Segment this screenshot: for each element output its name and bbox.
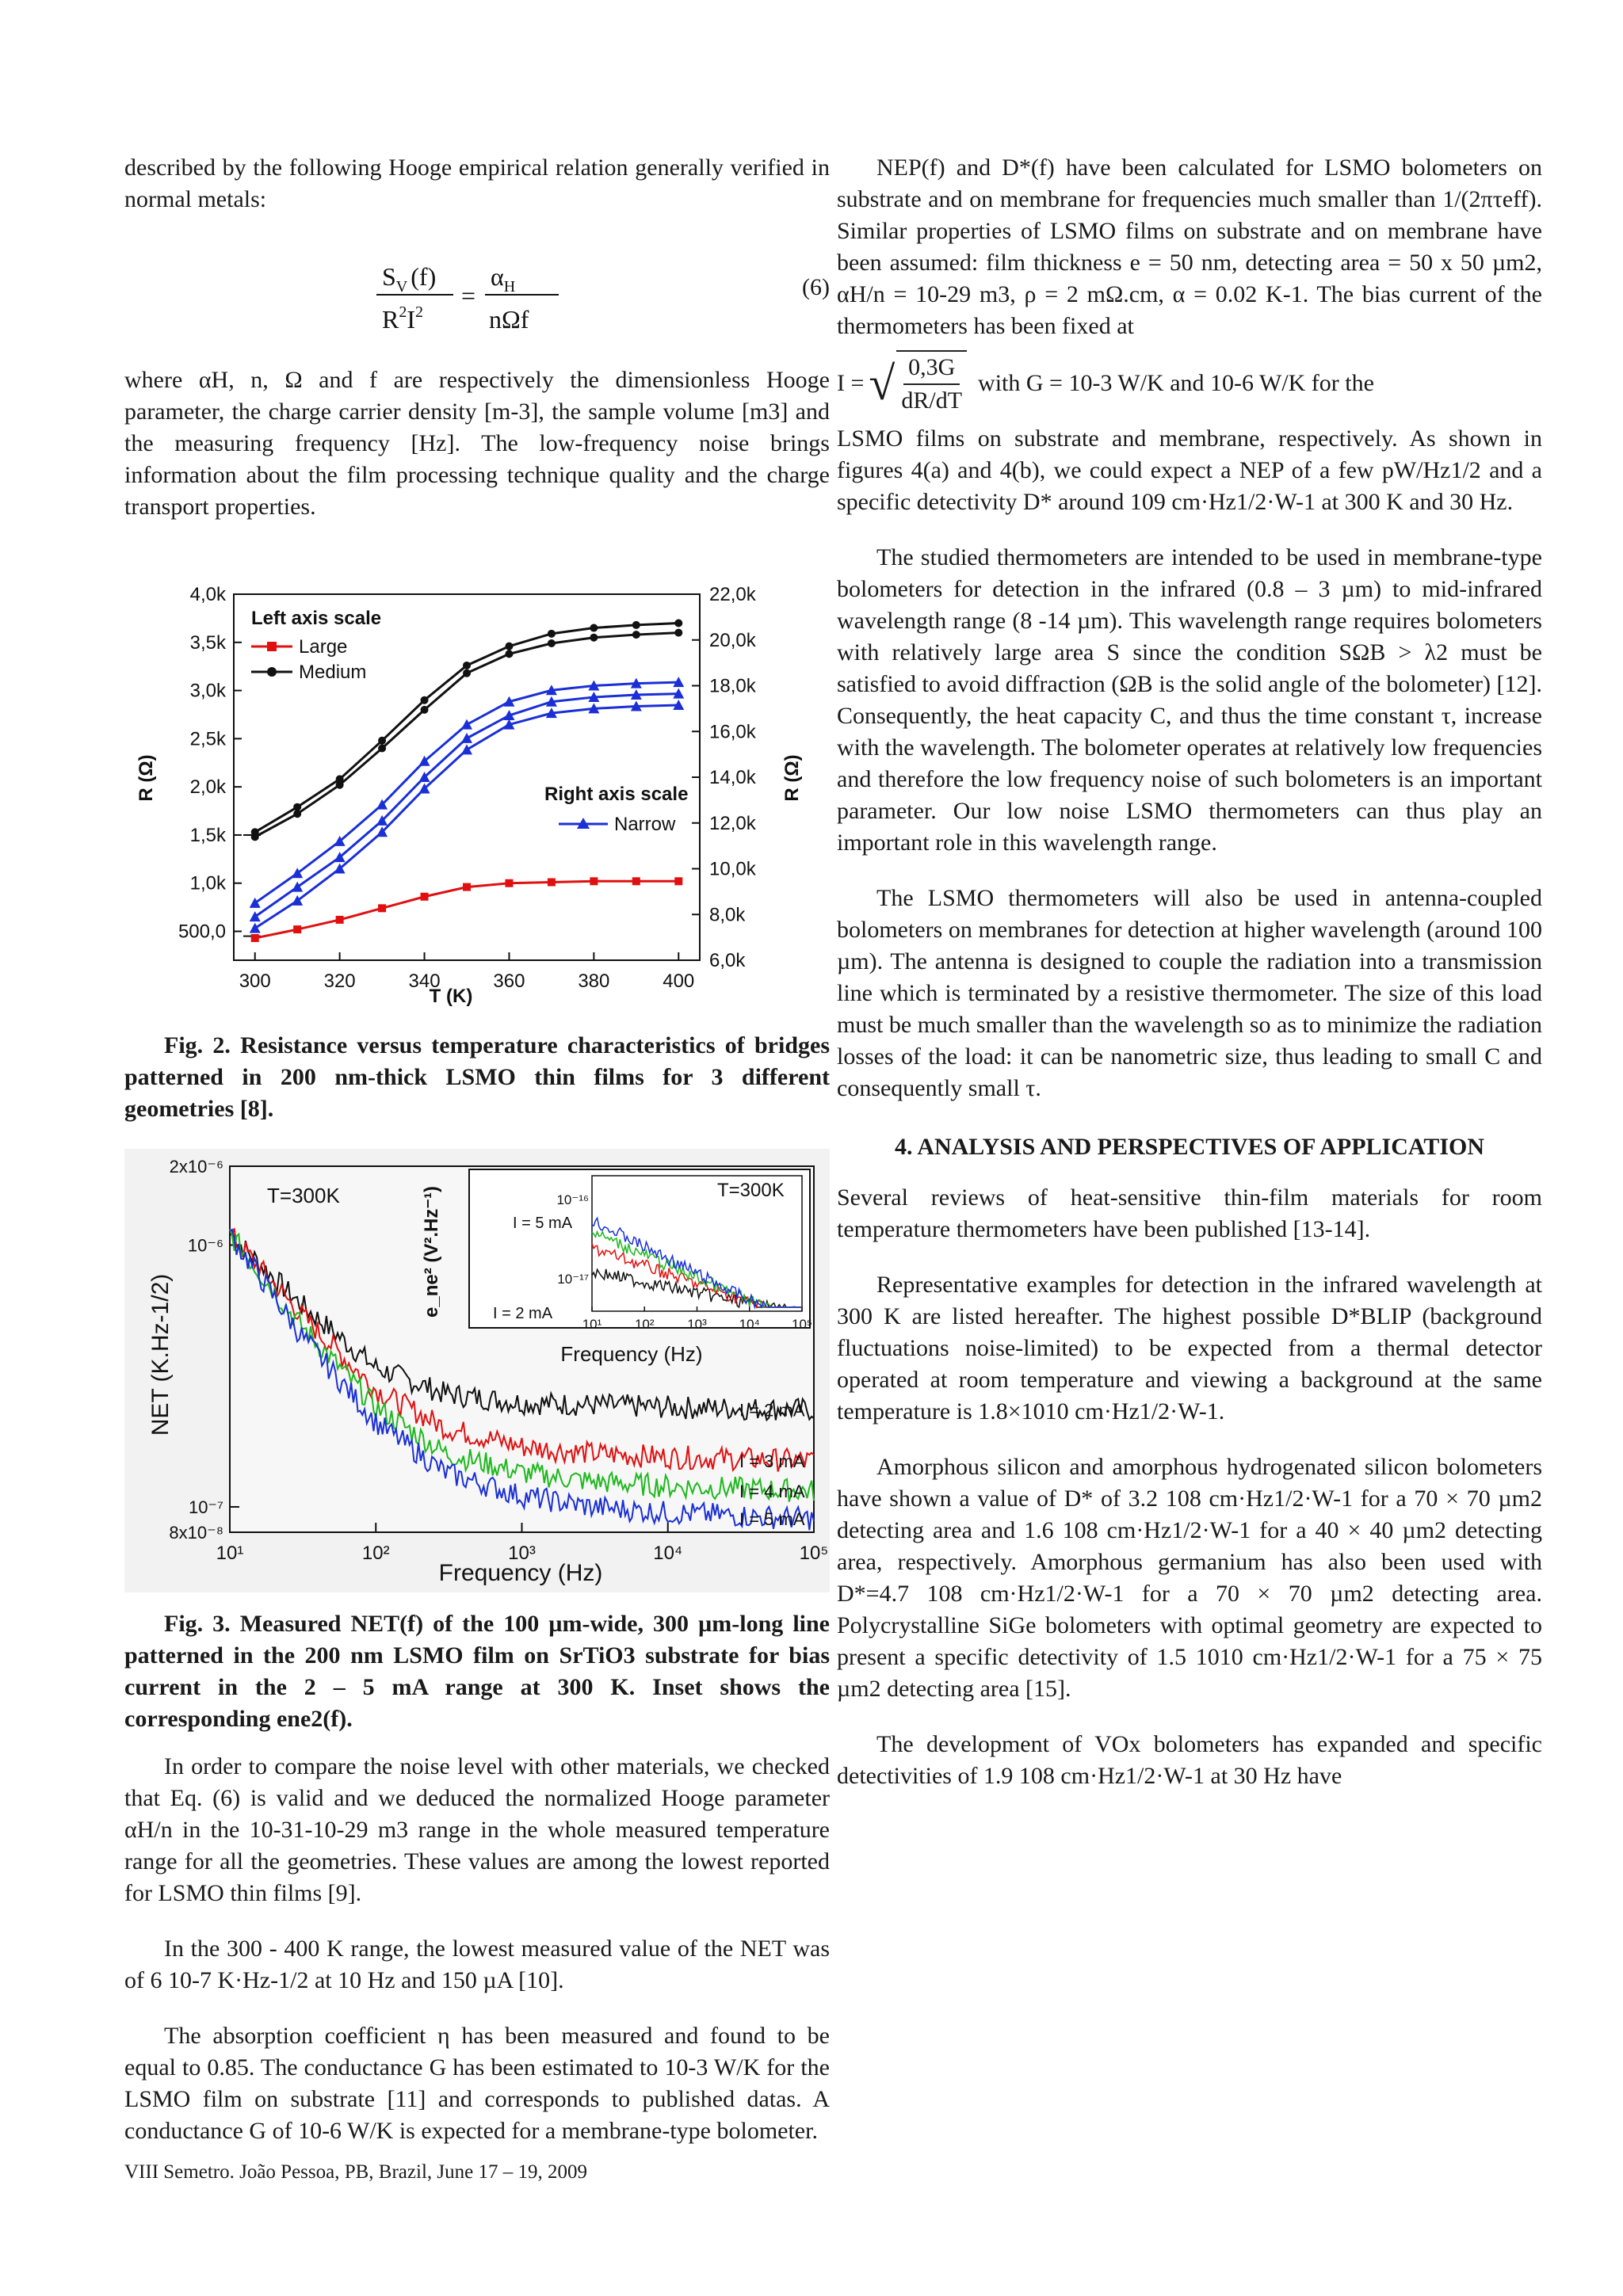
fig2-y-tick-label-left: 1,5k bbox=[189, 824, 226, 846]
fig2-legend-narrow bbox=[559, 814, 676, 835]
figure-3-caption: Fig. 3. Measured NET(f) of the 100 µm-wide, 300 µm-long line patterned in the 200 nm LSMO film on SrTiO3 substrate for bias current in the 2 – 5 mA range at 300 K. Inset shows the corresponding ene2(f). bbox=[124, 1611, 830, 1732]
fig2-point-medium bbox=[505, 643, 513, 650]
reviews-paragraph: Several reviews of heat-sensitive thin-film materials for room temperature thermometers have been published [13-14]. bbox=[837, 1184, 1542, 1242]
fig2-legend-right-title: Right axis scale bbox=[544, 784, 689, 805]
sqrt-icon: √ bbox=[869, 357, 896, 410]
fig2-point-large bbox=[590, 877, 598, 885]
fig2-legend-medium bbox=[251, 662, 366, 683]
fig3-inset-x-tick-label: 10³ bbox=[687, 1317, 707, 1332]
fig3-inset-annotation-2ma: I = 2 mA bbox=[493, 1305, 553, 1322]
fig2-point-medium bbox=[632, 621, 640, 629]
fig3-x-tick-label: 10¹ bbox=[216, 1543, 244, 1564]
fig2-y-tick-label-left: 3,0k bbox=[189, 680, 226, 702]
fig2-point-medium bbox=[548, 630, 556, 638]
fig2-y-tick-label-right: 10,0k bbox=[709, 858, 756, 880]
vox-paragraph: The development of VOx bolometers has expanded and specific detectivities of 1.9 108 cm·Hz1/2·W-1 at 30 Hz have bbox=[837, 1731, 1542, 1789]
fig3-series-label: I = 4 mA bbox=[739, 1481, 805, 1501]
bias-formula bbox=[837, 350, 1542, 417]
fig2-point-medium bbox=[293, 803, 301, 811]
fig3-inset-title: T=300K bbox=[717, 1180, 785, 1201]
fig3-inset-x-label: Frequency (Hz) bbox=[560, 1342, 703, 1366]
fig2-x-label: T (K) bbox=[429, 986, 473, 1007]
fig3-inset-x-tick-label: 10⁴ bbox=[739, 1317, 760, 1332]
eq-num-right: $\alpha_H$ bbox=[491, 262, 516, 296]
fig2-point-large bbox=[421, 893, 429, 901]
equation-6 bbox=[124, 239, 830, 350]
fig2-point-narrow bbox=[461, 733, 472, 743]
hooge-equation bbox=[124, 239, 830, 350]
fig2-point-medium bbox=[548, 639, 556, 647]
fig2-y-tick-label-left: 3,5k bbox=[189, 631, 226, 654]
fig2-y-tick-label-right: 14,0k bbox=[709, 767, 756, 788]
fig2-y-tick-label-right: 8,0k bbox=[709, 904, 746, 926]
equation-number: (6) bbox=[802, 274, 830, 300]
fig2-point-medium bbox=[505, 650, 513, 658]
fig2-point-large bbox=[463, 883, 471, 891]
fig3-x-tick-label: 10³ bbox=[508, 1543, 536, 1564]
fig2-point-large bbox=[378, 904, 386, 912]
svg-text:Narrow: Narrow bbox=[614, 814, 676, 835]
nep-paragraph-a: NEP(f) and D*(f) have been calculated for LSMO bolometers on substrate and on membrane for frequencies much smaller than 1/(2πτeff). Similar properties of LSMO films on substrate and on membrane have been assumed: film thickness e = 50 nm, detecting area = 50 x 50 µm2, αH/n = 10-29 m3, ρ = 2 mΩ.cm, α = 0.02 K-1. The bias current of the thermometers has been fixed at bbox=[837, 154, 1542, 339]
fig2-y-tick-label-right: 18,0k bbox=[709, 675, 756, 697]
fig2-point-medium bbox=[378, 745, 386, 753]
svg-text:Medium: Medium bbox=[299, 662, 367, 683]
fig3-x-tick-label: 10² bbox=[361, 1543, 390, 1564]
fig3-x-tick-label: 10⁴ bbox=[653, 1543, 683, 1564]
fig2-y-tick-label-left: 2,5k bbox=[189, 728, 226, 750]
fig3-y-tick-label: 2x10⁻⁶ bbox=[169, 1157, 223, 1177]
fig2-point-narrow bbox=[461, 719, 472, 730]
fig2-x-tick-label: 300 bbox=[239, 971, 271, 992]
fig3-y-label: NET (K.Hz-1/2) bbox=[147, 1273, 174, 1436]
fig2-point-large bbox=[674, 877, 682, 885]
fig2-y-tick-label-left: 4,0k bbox=[189, 584, 226, 605]
fig2-y-label-right: R (Ω) bbox=[781, 754, 803, 802]
page-footer: VIII Semetro. João Pessoa, PB, Brazil, June 17 – 19, 2009 bbox=[124, 2161, 587, 2183]
fig3-inset-x-tick-label: 10⁵ bbox=[792, 1317, 812, 1332]
fig2-point-medium bbox=[421, 696, 429, 704]
bias-formula-rest: with G = 10-3 W/K and 10-6 W/K for the bbox=[978, 370, 1374, 396]
fig2-y-tick-label-left: 2,0k bbox=[189, 776, 226, 799]
fig2-point-large bbox=[293, 925, 301, 933]
svg-text:Large: Large bbox=[299, 636, 348, 658]
right-column bbox=[837, 152, 1542, 1816]
fig2-y-tick-label-right: 22,0k bbox=[709, 584, 756, 605]
fig2-point-narrow bbox=[250, 923, 261, 933]
nep-paragraph-b: LSMO films on substrate and membrane, respectively. As shown in figures 4(a) and 4(b), we could expect a NEP of a few pW/Hz1/2 and a specific detectivity D* around 109 cm·Hz1/2·W-1 at 300 K and 30 Hz. bbox=[837, 425, 1542, 515]
eq-num-left: $S_V$ (f) bbox=[382, 262, 437, 296]
fig3-series-label: I = 3 mA bbox=[739, 1451, 805, 1471]
studied-paragraph: The studied thermometers are intended to be used in membrane-type bolometers for detection in the infrared (0.8 – 3 µm) to mid-infrared wavelength range (8 -14 µm). This wavelength range requires bolometers with relatively large area S since the condition SΩB > λ2 must be satisfied to avoid diffraction (ΩB is the solid angle of the bolometer) [12]. Consequently, the heat capacity C, and thus the time constant τ, increase with the wavelength. The bolometer operates at relatively low frequencies and therefore the low frequency noise of such bolometers is an important parameter. Our low noise LSMO thermometers can thus play an important role in this wavelength range. bbox=[837, 544, 1542, 856]
section-heading: 4. ANALYSIS AND PERSPECTIVES OF APPLICATION bbox=[894, 1134, 1485, 1160]
intro-paragraph: described by the following Hooge empirical relation generally verified in normal metals: bbox=[124, 154, 830, 212]
absorption-paragraph: The absorption coefficient η has been measured and found to be equal to 0.85. The conductance G has been estimated to 10-3 W/K for the LSMO film on substrate [11] and corresponds to published datas. A conductance G of 10-6 W/K is expected for a membrane-type bolometer. bbox=[124, 2023, 830, 2144]
figure-3-chart bbox=[124, 1149, 830, 1592]
fig3-inset-y-tick-label: 10⁻¹⁷ bbox=[557, 1272, 589, 1287]
fig2-x-tick-label: 400 bbox=[663, 971, 695, 992]
fig2-point-large bbox=[632, 877, 640, 885]
fig2-point-large bbox=[548, 879, 556, 887]
eq-den-left: $R^2I^2$ bbox=[382, 303, 423, 334]
fig2-y-tick-label-right: 12,0k bbox=[709, 812, 756, 834]
fig2-point-medium bbox=[336, 775, 344, 783]
fig2-point-medium bbox=[632, 631, 640, 639]
fig3-y-tick-label: 8x10⁻⁸ bbox=[169, 1523, 223, 1543]
figure-2-caption: Fig. 2. Resistance versus temperature characteristics of bridges patterned in 200 nm-thick LSMO thin films for 3 different geometries [8]. bbox=[124, 1032, 830, 1122]
fig2-point-medium bbox=[590, 634, 598, 642]
fig2-point-large bbox=[505, 879, 513, 887]
fig2-point-medium bbox=[421, 706, 429, 714]
fig2-point-medium bbox=[674, 619, 682, 627]
fig2-x-tick-label: 380 bbox=[578, 971, 610, 992]
fig2-point-medium bbox=[251, 828, 259, 836]
fig2-point-medium bbox=[378, 737, 386, 745]
compare-paragraph: In order to compare the noise level with other materials, we checked that Eq. (6) is valid and we deduced the normalized Hooge parameter αH/n in the 10-31-10-29 m3 range in the whole measured temperature range for all the geometries. These values are among the lowest reported for LSMO thin films [9]. bbox=[124, 1753, 830, 1906]
fig3-series-label: I = 5 mA bbox=[739, 1509, 805, 1530]
fig2-y-tick-label-right: 20,0k bbox=[709, 629, 756, 651]
fig3-inset-y-label: e_ne² (V².Hz⁻¹) bbox=[421, 1185, 442, 1318]
bias-formula-fraction: 0,3G dR/dT bbox=[896, 350, 967, 417]
fig3-inset-y-tick-label: 10⁻¹⁶ bbox=[556, 1192, 589, 1207]
fig2-point-medium bbox=[463, 662, 471, 669]
fig2-point-medium bbox=[463, 669, 471, 677]
bias-formula-lhs: I = bbox=[837, 370, 865, 396]
fig2-point-medium bbox=[293, 810, 301, 818]
fig2-x-tick-label: 340 bbox=[408, 971, 441, 992]
net-paragraph: In the 300 - 400 K range, the lowest measured value of the NET was of 6 10-7 K·Hz-1/2 at 10 Hz and 150 µA [10]. bbox=[124, 1936, 830, 1993]
fig2-point-large bbox=[251, 934, 259, 942]
fig2-legend-left-title: Left axis scale bbox=[251, 608, 382, 629]
antenna-paragraph: The LSMO thermometers will also be used in antenna-coupled bolometers on membranes for detection at higher wavelength (around 100 µm). The antenna is designed to couple the radiation into a transmission line which is terminated by a resistive thermometer. The size of this load must be much smaller than the wavelength so as to minimize the radiation losses of the load: it can be nanometric size, thus leading to small C and consequently small τ. bbox=[837, 885, 1542, 1101]
fig2-y-tick-label-left: 1,0k bbox=[189, 872, 226, 894]
fig3-y-tick-label: 10⁻⁷ bbox=[188, 1497, 223, 1517]
fig2-point-large bbox=[336, 916, 344, 924]
amorphous-paragraph: Amorphous silicon and amorphous hydrogenated silicon bolometers have shown a value of D* of 3.2 108 cm·Hz1/2·W-1 for a 70 × 70 µm2 detecting area and 1.6 108 cm·Hz1/2·W-1 for a 40 × 40 µm2 detecting area, respectively. Amorphous germanium has also been used with D*=4.7 108 cm·Hz1/2·W-1 for a 70 × 70 µm2 detecting area. Polycrystalline SiGe bolometers with optimal geometry are expected to present a specific detectivity of 1.5 1010 cm·Hz1/2·W-1 for a 75 × 75 µm2 detecting area [15]. bbox=[837, 1454, 1542, 1702]
fig2-point-narrow bbox=[461, 744, 472, 754]
fig2-x-tick-label: 360 bbox=[493, 971, 525, 992]
fig2-legend-large bbox=[251, 636, 347, 658]
fig3-title: T=300K bbox=[267, 1184, 340, 1207]
fig3-inset-x-tick-label: 10² bbox=[634, 1317, 655, 1332]
fig2-point-medium bbox=[590, 624, 598, 632]
fig3-series-label: I = 2 mA bbox=[739, 1400, 805, 1421]
fig2-y-tick-label-left: 500,0 bbox=[178, 921, 226, 943]
fig3-x-label: Frequency (Hz) bbox=[438, 1560, 603, 1586]
fig2-y-tick-label-right: 16,0k bbox=[709, 721, 756, 743]
fig3-x-tick-label: 10⁵ bbox=[799, 1543, 829, 1564]
fig2-point-medium bbox=[674, 629, 682, 637]
fig3-y-tick-label: 10⁻⁶ bbox=[187, 1235, 223, 1256]
fig2-y-label-left: R (Ω) bbox=[136, 754, 157, 802]
fig3-inset-x-tick-label: 10¹ bbox=[582, 1317, 602, 1332]
left-column bbox=[124, 152, 830, 2171]
fig3-inset-annotation-5ma: I = 5 mA bbox=[513, 1215, 573, 1232]
fig2-x-tick-label: 320 bbox=[323, 971, 356, 992]
eq-den-right: nΩf bbox=[489, 305, 529, 334]
fig2-y-tick-label-right: 6,0k bbox=[709, 950, 746, 971]
where-paragraph: where αH, n, Ω and f are respectively the dimensionless Hooge parameter, the charge carrier density [m-3], the sample volume [m3] and the measuring frequency [Hz]. The low-frequency noise brings information about the film processing technique quality and the charge transport properties. bbox=[124, 367, 830, 520]
figure-2-chart bbox=[124, 570, 830, 1014]
eq-equals: = bbox=[461, 281, 476, 310]
representative-paragraph: Representative examples for detection in the infrared wavelength at 300 K are listed hereafter. The highest possible D*BLIP (background fluctuations noise-limited) to be expected from a thermal detector operated at room temperature and viewing a background at the same temperature is 1.8×1010 cm·Hz1/2·W-1. bbox=[837, 1272, 1542, 1425]
